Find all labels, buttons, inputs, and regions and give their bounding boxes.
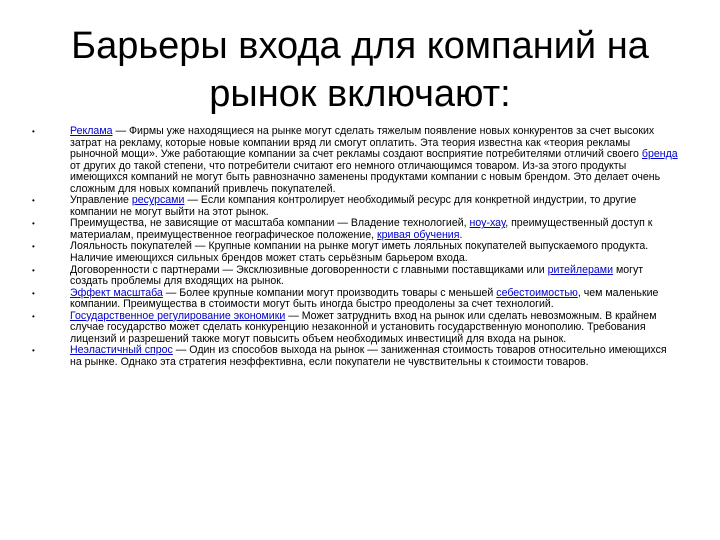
bullet-text: — Более крупные компании могут производить товары с меньшей	[162, 286, 497, 299]
bullet-dot-icon: •	[32, 288, 35, 298]
slide-title-line-1: Барьеры входа для компаний на	[71, 25, 649, 67]
hyperlink[interactable]: ритейлерами	[547, 263, 613, 276]
bullet-item	[30, 288, 680, 311]
hyperlink[interactable]: себестоимостью	[496, 286, 578, 299]
bullet-text: — Фирмы уже находящиеся на рынке могут сделать тяжелым появление новых конкурентов за счет высоких затрат на рекламу, которые новые компании вряд ли смогут оплатить. Эта теория известна как «теория рекламы рыночной мощи». Уже работающие компании за счет рекламы создают восприятие потребителями отличий своего	[70, 125, 655, 161]
bullet-text: — Один из способов выхода на рынок — заниженная стоимость товаров относительно имеющихся на рынке. Однако эта стратегия неэффективна, если покупатели не чувствительны к стоимости товаров.	[70, 344, 667, 368]
bullet-list	[30, 126, 680, 368]
hyperlink[interactable]: Реклама	[70, 125, 113, 137]
bullet-text: .	[459, 228, 463, 241]
bullet-text: от других до такой степени, что потребители считают его немного отличающимся товаром. Из-за этого продукты имеющихся компаний не могут быть равнозначно заменены продуктами компании с новым брендом. Это делает очень сложным для новых компаний привлечь покупателей.	[70, 159, 661, 195]
bullet-dot-icon: •	[32, 219, 35, 229]
bullet-text: , преимущественный доступ к материалам, преимущественное географическое положение,	[70, 217, 653, 241]
hyperlink[interactable]: кривая обучения	[377, 228, 460, 241]
hyperlink[interactable]: Неэластичный спрос	[70, 344, 173, 357]
bullet-item	[30, 265, 680, 288]
bullet-item	[30, 218, 680, 241]
hyperlink[interactable]: ресурсами	[131, 194, 185, 207]
hyperlink[interactable]: бренда	[641, 148, 678, 161]
bullet-item	[30, 241, 680, 264]
bullet-dot-icon: •	[32, 196, 35, 206]
bullet-text: — Может затруднить вход на рынок или сделать невозможным. В крайнем случае государство может сделать конкуренцию незаконной и установить государственную монополию. Требования лицензий и разрешений также могут повысить объем необходимых инвестиций для входа на рынок.	[70, 309, 657, 345]
bullet-dot-icon: •	[32, 127, 35, 136]
bullet-dot-icon: •	[32, 242, 35, 252]
hyperlink[interactable]: ноу-хау	[469, 217, 506, 230]
hyperlink[interactable]: Государственное регулирование экономики	[70, 309, 286, 322]
bullet-text: Преимущества, не зависящие от масштаба компании — Владение технологией,	[70, 217, 470, 230]
bullet-item	[30, 345, 680, 368]
hyperlink[interactable]: Эффект масштаба	[70, 286, 163, 299]
bullet-text: Управление	[70, 194, 132, 207]
bullet-text: Лояльность покупателей — Крупные компании на рынке могут иметь лояльных покупателей выпускаемого продукта. Наличие имеющихся сильных брендов может стать серьёзным барьером входа.	[70, 240, 649, 265]
bullet-dot-icon: •	[32, 311, 35, 321]
bullet-text: могут создать проблемы для входящих на рынок.	[70, 263, 644, 288]
bullet-text: Договоренности с партнерами — Эксклюзивные договоренности с главными поставщиками или	[70, 263, 548, 276]
bullet-dot-icon: •	[32, 265, 35, 275]
bullet-item	[30, 311, 680, 346]
bullet-item	[30, 195, 680, 218]
bullet-text: — Если компания контролирует необходимый ресурс для конкретной индустрии, то другие компании не могут выйти на этот рынок.	[70, 194, 637, 218]
bullet-text: , чем маленькие компании. Преимущества в стоимости могут быть иногда быстро преодолены за счет технологий.	[70, 286, 659, 311]
slide-title	[20, 22, 700, 118]
bullet-item	[30, 126, 680, 195]
bullet-dot-icon: •	[32, 346, 35, 356]
slide-title-line-2: рынок включают:	[209, 73, 511, 115]
